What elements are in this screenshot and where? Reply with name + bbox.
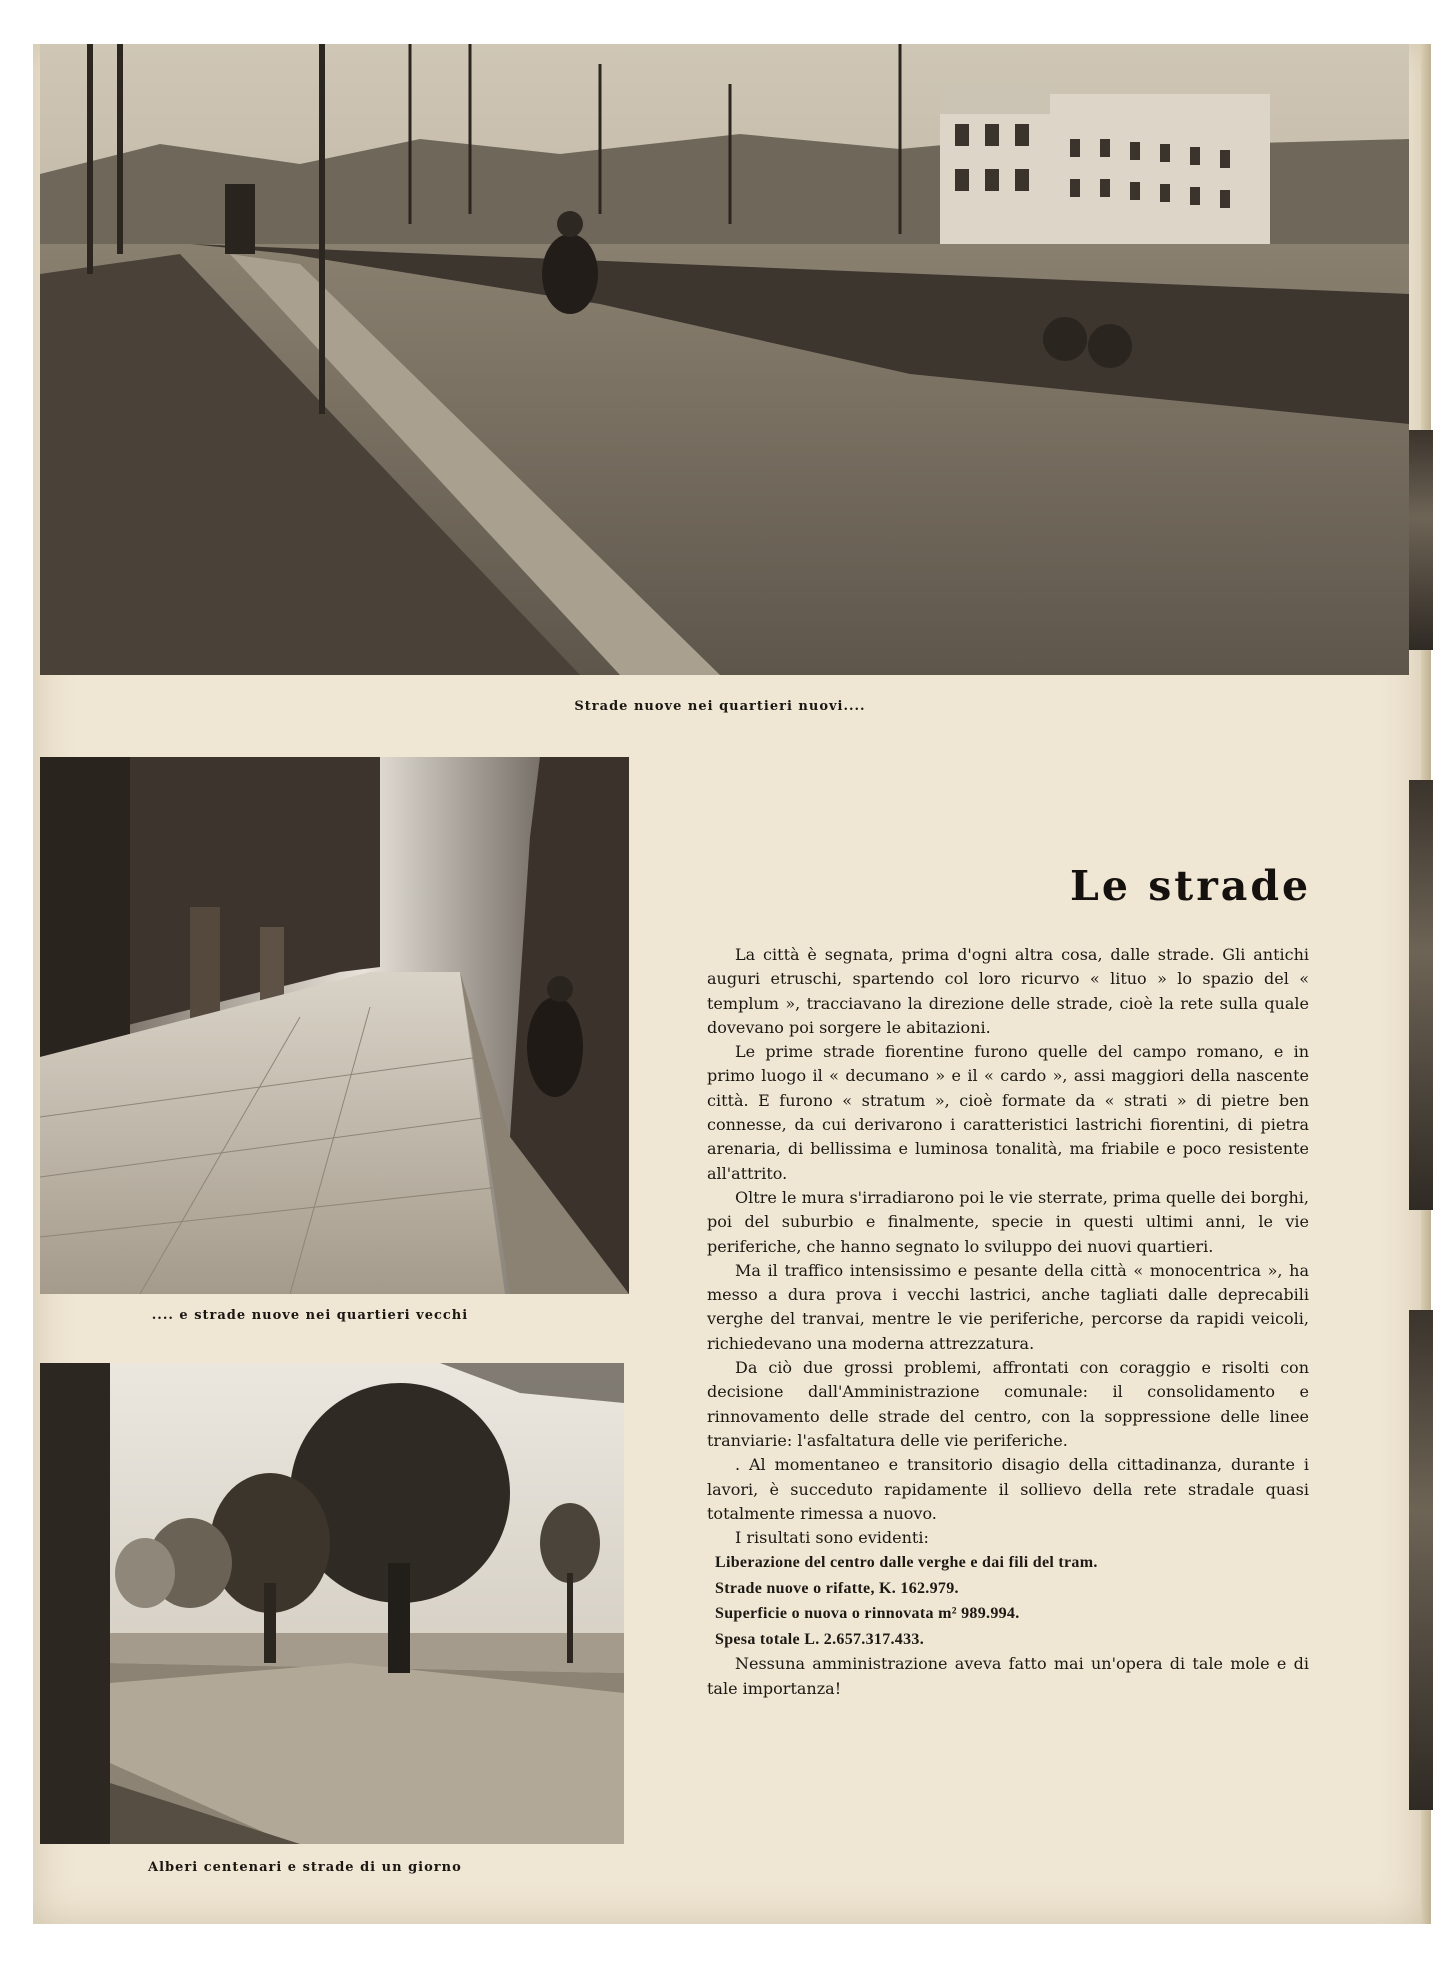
result-item: Strade nuove o rifatte, K. 162.979. (715, 1579, 959, 1597)
article-paragraph: I risultati sono evidenti: (735, 1528, 929, 1548)
article-body (707, 943, 1309, 1701)
photo-old-street (40, 757, 629, 1294)
article-paragraph: Da ciò due grossi problemi, affrontati con coraggio e risolti con decisione dall'Amministrazione comunale: il consolidamento e rinnovamento delle strade del centro, con la soppressione delle linee tranviarie: l'asfaltatura delle vie periferiche. (707, 1358, 1309, 1450)
photo-new-street (40, 44, 1409, 675)
article-paragraph: La città è segnata, prima d'ogni altra cosa, dalle strade. Gli antichi auguri etruschi, spartendo col loro ricurvo « lituo » lo spazio del « templum », tracciavano la direzione delle strade, cioè la rete sulla quale dovevano poi sorgere le abitazioni. (707, 945, 1309, 1037)
article-closing: Nessuna amministrazione aveva fatto mai un'opera di tale mole e di tale importanza! (707, 1654, 1309, 1698)
article-paragraph: Le prime strade fiorentine furono quelle del campo romano, e in primo luogo il « decumano » e il « cardo », assi maggiori della nascente città. E furono « stratum », cioè formate da « strati » di pietre ben connesse, da cui derivarono i caratteristici lastrichi fiorentini, di pietra arenaria, di bellissima e luminosa tonalità, ma friabile e poco resistente all'attrito. (707, 1042, 1309, 1183)
photo-tree-avenue-image (40, 1363, 624, 1844)
article-title: Le strade (1070, 862, 1312, 910)
photo-old-street-image (40, 757, 629, 1294)
adjacent-page-photo-fragment (1409, 1310, 1433, 1810)
caption-century-trees: Alberi centenari e strade di un giorno (148, 1860, 462, 1875)
photo-tree-avenue (40, 1363, 624, 1844)
adjacent-page-photo-fragment (1409, 430, 1433, 650)
results-list (715, 1550, 1309, 1652)
photo-new-street-image (40, 44, 1409, 675)
caption-new-streets: Strade nuove nei quartieri nuovi.... (574, 699, 866, 714)
result-item: Liberazione del centro dalle verghe e dai fili del tram. (715, 1554, 1098, 1572)
caption-old-quarters: .... e strade nuove nei quartieri vecchi (151, 1308, 469, 1323)
result-item: Superficie o nuova o rinnovata m² 989.994. (715, 1605, 1020, 1623)
article-paragraph: . Al momentaneo e transitorio disagio della cittadinanza, durante i lavori, è succeduto rapidamente il sollievo della rete stradale quasi totalmente rimessa a nuovo. (707, 1455, 1309, 1523)
result-item: Spesa totale L. 2.657.317.433. (715, 1630, 924, 1648)
article-paragraph: Ma il traffico intensissimo e pesante della città « monocentrica », ha messo a dura prova i vecchi lastrici, anche tagliati dalle deprecabili verghe del tranvai, mentre le vie periferiche, percorse da rapidi veicoli, richiedevano una moderna attrezzatura. (707, 1260, 1309, 1353)
adjacent-page-photo-fragment (1409, 780, 1433, 1210)
article-paragraph: Oltre le mura s'irradiarono poi le vie sterrate, prima quelle dei borghi, poi del suburbio e finalmente, specie in questi ultimi anni, le vie periferiche, che hanno segnato lo sviluppo dei nuovi quartieri. (707, 1187, 1309, 1256)
